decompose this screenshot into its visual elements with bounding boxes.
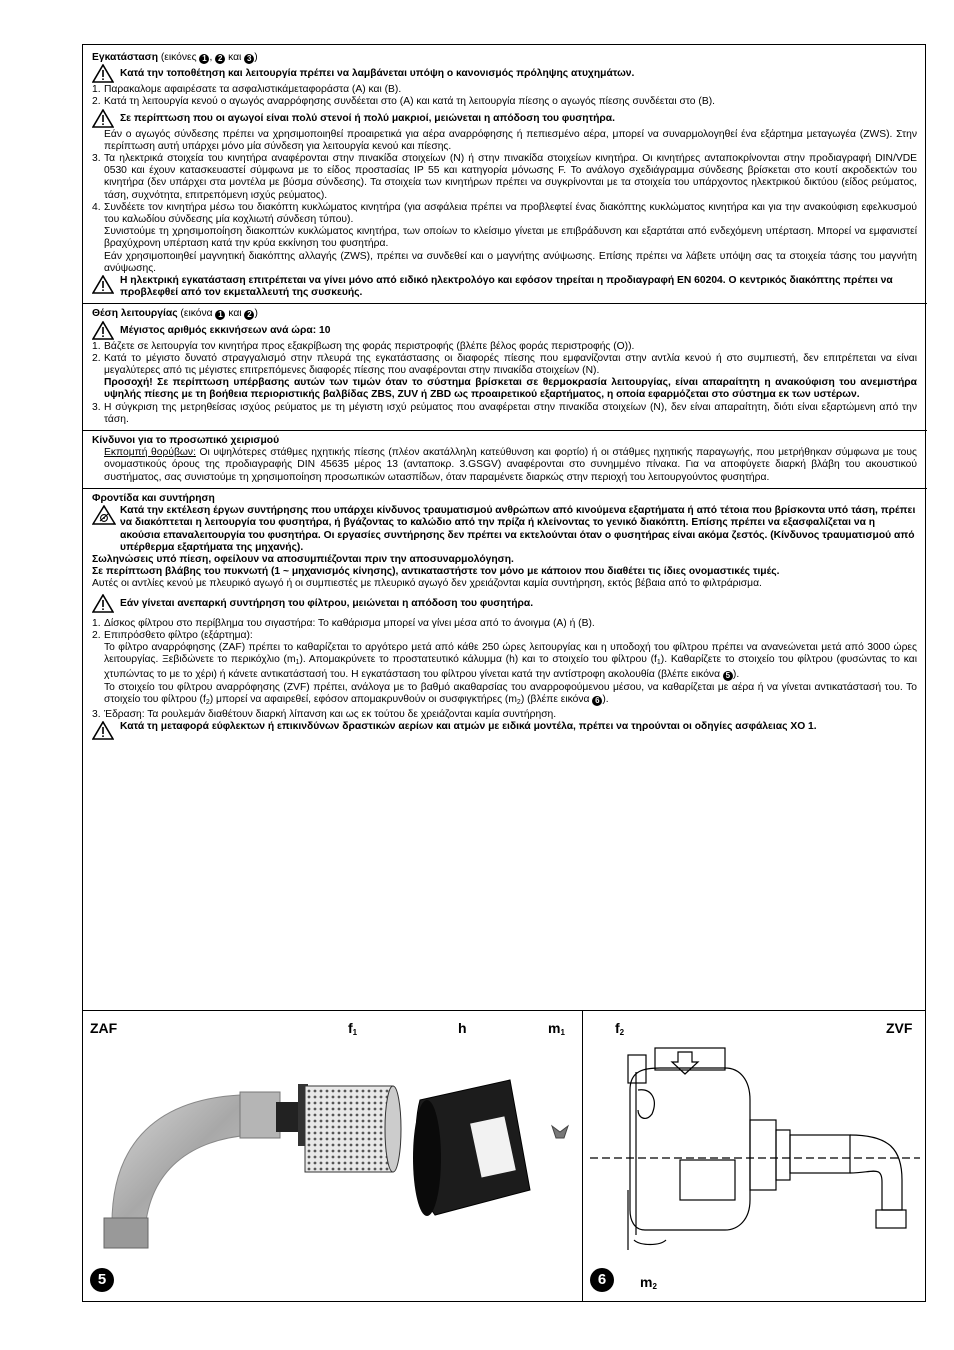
warning-triangle-icon — [92, 721, 120, 741]
maintenance-warning-icon — [92, 505, 120, 525]
paragraph: Εάν χρησιμοποιηθεί μαγνητική διακόπτης αλλαγής (ZWS), πρέπει να συνδεθεί και ο μαγνήτης ανύψωσης. Επίσης πρέπει να λάβετε υπόψη σας τα στοιχεία τάσης του μαγνήτη ανύψωσης. — [104, 250, 917, 274]
install-title: Εγκατάσταση — [92, 52, 158, 63]
paragraph: Σε περίπτωση βλάβης του πυκνωτή (1 ~ μηχανισμός κίνησης), αντικαταστήστε τον μόνο με κάποιον που διαθέτει τις ίδιες ονομαστικές τιμές. — [92, 566, 780, 578]
figure-ref-2: 2 — [215, 54, 225, 64]
warning-row: Κατά τη μεταφορά εύφλεκτων ή επικινδύνων δραστικών αερίων και ατμών με ειδικά μοντέλα, πρέπει να τηρούνται οι οδηγίες ασφάλειας XO 1. — [92, 721, 917, 741]
m2-label: $m_2$ — [640, 1274, 657, 1291]
list-item: 1. Παρακαλομε αφαιρέσατε τα ασφαλιστικάμεταφοράστα (A) και (B). — [92, 84, 402, 96]
figure-number-6: 6 — [590, 1268, 614, 1292]
list-item: 1. Δίσκος φίλτρου στο περίβλημα του σιγαστήρα: Το καθάρισμα μπορεί να γίνει μέσα από το άνοιγμα (A) ή (B). — [92, 617, 595, 629]
section-divider — [82, 488, 927, 489]
figure-ref-3: 3 — [244, 54, 254, 64]
warning-row: Η ηλεκτρική εγκατάσταση επιτρέπεται να γίνει μόνο από ειδικό ηλεκτρολόγο και εφόσον τηρείται η προδιαγραφή EN 60204. Ο κεντρικός διακόπτης πρέπει να προβλεφθεί από τον εκμεταλλευτή της συσκευής. — [92, 275, 917, 299]
section-divider — [82, 430, 927, 431]
zaf-filter-illustration — [90, 1040, 580, 1260]
warning-triangle-icon — [92, 594, 120, 614]
figure-ref-2: 2 — [244, 310, 254, 320]
paragraph: Σωληνώσεις υπό πίεση, οφείλουν να αποσυμπιέζονται πριν την αποσυναρμολόγηση. — [92, 553, 514, 565]
figure-ref-1: 1 — [215, 310, 225, 320]
noise-label: Εκπομπή θορύβων: — [104, 447, 196, 459]
warning-triangle-icon — [92, 109, 120, 129]
zvf-filter-illustration — [590, 1040, 920, 1265]
paragraph: Αυτές οι αντλίες κενού με πλευρικό αγωγό ή οι συμπιεστές με πλευρικό αγωγό δεν χρειάζονται καμία συντήρηση, εκτός βέβαια από το φιλτράρισμα. — [92, 578, 762, 590]
list-item: 3. Τα ηλεκτρικά στοιχεία του κινητήρα αναφέρονται στην πινακίδα στοιχείων (N) ή στην πινακίδα στοιχείων κινητήρα. Οι κινητήρες ανταποκρίνονται στην προδιαγραφή DIN/VDE 0530 και έχουν κατασκευαστεί σύμφωνα με το είδος προστασίας IP 55 και κατηγορία μόνωσης F. Το ανάλογο σχεδιάγραμμα σύνδεσης βρίσκεται στο κουτί ακροδεκτών του κινητήρα (δεν υπάρχει στα μοντέλα με βύσμα σύνδεσης). Τα στοιχεία των κινητήρων πρέπει να συγκρίνονται με τα στοιχεία του υπάρχοντος ηλεκτρικού δικτύου (είδος ρεύματος, τάση, συχνότητα, επιτρεπόμενη ισχύς ρεύματος). — [92, 153, 917, 201]
warning-triangle-icon — [92, 321, 120, 341]
list-item: 2. Επιπρόσθετο φίλτρο (εξάρτημα): — [92, 629, 253, 641]
list-item: 1. Βάζετε σε λειτουργία τον κινητήρα προς εξακρίβωση της φοράς περιστροφής (βλέπε βέλος φοράς περιστροφής (O)). — [92, 340, 635, 352]
list-item: 3. Η σύγκριση της μετρηθείσας ισχύος ρεύματος με τη μέγιστη ισχύ ρεύματος που αναφέρεται στην πινακίδα στοιχείων (N), δεν είναι απαραίτητη, διότι είναι εξαρτώμενη από την τάση. — [92, 401, 917, 425]
figure-number-5: 5 — [90, 1268, 114, 1292]
list-item: 4. Συνδέετε τον κινητήρα μέσω του διακόπτη κυκλώματος κινητήρα (για ασφάλεια πρέπει να προβλεφτεί ένας διακόπτης κυκλώματος κινητήρα και για την ανακούφιση εφελκυσμού του καλωδίου σύνδεσης μία κοχλιωτή σύνδεση τύπου). — [92, 201, 917, 226]
paragraph: Το φίλτρο αναρρόφησης (ZAF) πρέπει το καθαρίζεται το αργότερο μετά από κάθε 250 ώρες λειτουργίας και η υποδοχή του φίλτρου πρέπει να ανανεώνεται μετά από 3000 ώρες λειτουργίας. Ξεβιδώνετε το περικόχλιο $(m_1)$. Απομακρύνετε το προστατευτικό κάλυμμα (h) και το στοιχείο του φίλτρου $(f_1)$. Καθαρίζετε το στοιχείο του φίλτρου (φυσώντας το και χτυπώντας το με το χέρι) ή κάνετε αντικατάστασή του. H εγκατάσταση του φίλτρου γίνεται κατά την αντίστροφη ακολουθία (βλέπε εικόνα 5 ). — [104, 641, 917, 681]
warning-triangle-icon — [92, 64, 120, 84]
f1-label: $f_1$ — [348, 1020, 358, 1037]
operation-heading: Θέση λειτουργίας (εικόνα 1 και 2 ) — [92, 308, 258, 320]
text-body — [92, 52, 917, 741]
paragraph: Συνιστούμε τη χρησιμοποίηση διακοπτών κυκλώματος κινητήρα, των οποίων το κλείσιμο γίνεται με επιβράδυνση και εξαρτάται από ενδεχόμενη υπέρταση. Μπορεί να εμφανιστεί βραχύχρονη υπέρταση κατά την κρύα εκκίνηση του φυσητήρα. — [104, 226, 917, 250]
warning-row: Σε περίπτωση που οι αγωγοί είναι πολύ στενοί ή πολύ μακριοί, μειώνεται η απόδοση του φυσητήρα. — [92, 109, 917, 129]
figure-ref-6: 6 — [592, 696, 602, 706]
list-item: 2. Κατά το μέγιστο δυνατό στραγγαλισμό στην πλευρά της εγκατάστασης οι διαφορές πίεσης που εμφανίζονται στην αντλία κενού ή στο συμπιεστή, δεν επιτρέπεται να είναι μεγαλύτερες από τις μέγιστες επιτρεπόμενες διαφορές πίεσης που αναφέρονται στην πινακίδα στοιχείων (N). — [92, 352, 917, 377]
paragraph: Εάν ο αγωγός σύνδεσης πρέπει να χρησιμοποιηθεί προαιρετικά για αέρα αναρρόφησης ή πεπιεσμένο αέρα, μπορεί να συναρμολογηθεί ένα εξάρτημα μεταγωγέα (ZWS). Στην περίπτωση αυτή υπάρχει μόνο μία σύνδεση για λειτουργία κενού και πίεσης. — [104, 128, 917, 152]
zaf-label: ZAF — [90, 1020, 118, 1036]
zvf-label: ZVF — [886, 1020, 913, 1036]
warning-row: Κατά την τοποθέτηση και λειτουργία πρέπει να λαμβάνεται υπόψη ο κανονισμός πρόληψης ατυχημάτων. — [92, 64, 917, 84]
paragraph: Προσοχή! Σε περίπτωση υπέρβασης αυτών των τιμών όταν το σύστημα βρίσκεται σε θερμοκρασία λειτουργίας, είναι απαραίτητη η ανακούφιση του ανεμιστήρα υψηλής πίεσης με τη βοήθεια περιοριστικής βαλβίδας ZBS, ZUV ή ZBD ως προαιρετικού εξαρτήματος, η οποία εφαρμόζεται στο σύστημα εκ των υστέρων. — [104, 377, 917, 401]
care-title: Φροντίδα και συντήρηση — [92, 492, 215, 504]
warning-row: Κατά την εκτέλεση έργων συντήρησης που υπάρχει κίνδυνος τραυματισμού ανθρώπων από κινούμενα εξαρτήματα ή από τέτοια που βρίσκοντα υπό τάση, πρέπει να διακόπτεται η λειτουργία του φυσητήρα, ή βγάζοντας το καλώδιο από την πρίζα ή κλείνοντας το γενικό διακόπτη. Επίσης πρέπει να εξασφαλίζεται να η ακούσια επαναλειτουργία του φυσητήρα. Οι εργασίες συντήρησης δεν πρέπει να εκτελούνται όταν ο φυσητήρας είναι ακόμα ζεστός. (Κίνδυνος τραυματισμού από υπέρθερμα εξαρτήματα της μηχανής). — [92, 505, 917, 554]
install-heading: Εγκατάσταση (εικόνες 1 , 2 και 3 ) — [92, 52, 258, 63]
operation-title: Θέση λειτουργίας — [92, 308, 178, 320]
paragraph: Το στοιχείο του φίλτρου αναρρόφησης (ZVF) πρέπει, ανάλογα με το βαθμό ακαθαρσίας του αναρροφούμενου μέσου, να καθαρίζεται με αέρα ή να γίνεται αντικατάστασή του. Το στοιχείο του φίλτρου $(f_2)$ μπορεί να αφαιρεθεί, εφόσον απομακρυνθούν οι συσφιγκτήρες $(m_2)$ (βλέπε εικόνα 6 ). — [104, 681, 917, 706]
figure-divider — [82, 1010, 926, 1011]
h-label: h — [458, 1020, 467, 1036]
figure-vertical-divider — [582, 1010, 583, 1302]
list-item: 2. Κατά τη λειτουργία κενού ο αγωγός αναρρόφησης συνδέεται στο (A) και κατά τη λειτουργία πίεσης ο αγωγός πίεσης συνδέεται στο (B). — [92, 96, 715, 108]
section-divider — [82, 303, 927, 304]
warning-triangle-icon — [92, 275, 120, 295]
warning-row: Μέγιστος αριθμός εκκινήσεων ανά ώρα: 10 — [92, 321, 917, 341]
f2-label: $f_2$ — [615, 1020, 625, 1037]
list-item: 3. Έδραση: Τα ρουλεμάν διαθέτουν διαρκή λίπανση και ως εκ τούτου δε χρειάζονται καμία συντήρηση. — [92, 708, 557, 720]
hazards-title: Κίνδυνοι για το προσωπικό χειρισμού — [92, 435, 280, 447]
paragraph: Εκπομπή θορύβων: Οι υψηλότερες στάθμες ηχητικής πίεσης (πλέον ακατάλληλη κατεύθυνση και φορτίο) ή οι στάθμες ηχητικής παραγωγής, που μετρήθηκαν σύμφωνα με τους ονομαστικούς όρους της προδιαγραφής DIN 45635 μέρος 13 (ανταποκρ. 3.GSGV) αναφέρονται στο συνημμένο πίνακα. Για να αποφύγετε διαρκή βλάβη του ακουστικού συστήματος, σας συνιστούμε τη χρησιμοποίηση προσωπικών ωτασπίδων, όταν παραμένετε διαρκώς στην περιοχή του λειτουργούντος φυσητήρα. — [104, 447, 918, 483]
figure-ref-1: 1 — [199, 54, 209, 64]
warning-row: Εάν γίνεται ανεπαρκή συντήρηση του φίλτρου, μειώνεται η απόδοση του φυσητήρα. — [92, 594, 917, 614]
m1-label: $m_1$ — [548, 1020, 565, 1037]
figure-ref-5: 5 — [723, 671, 733, 681]
